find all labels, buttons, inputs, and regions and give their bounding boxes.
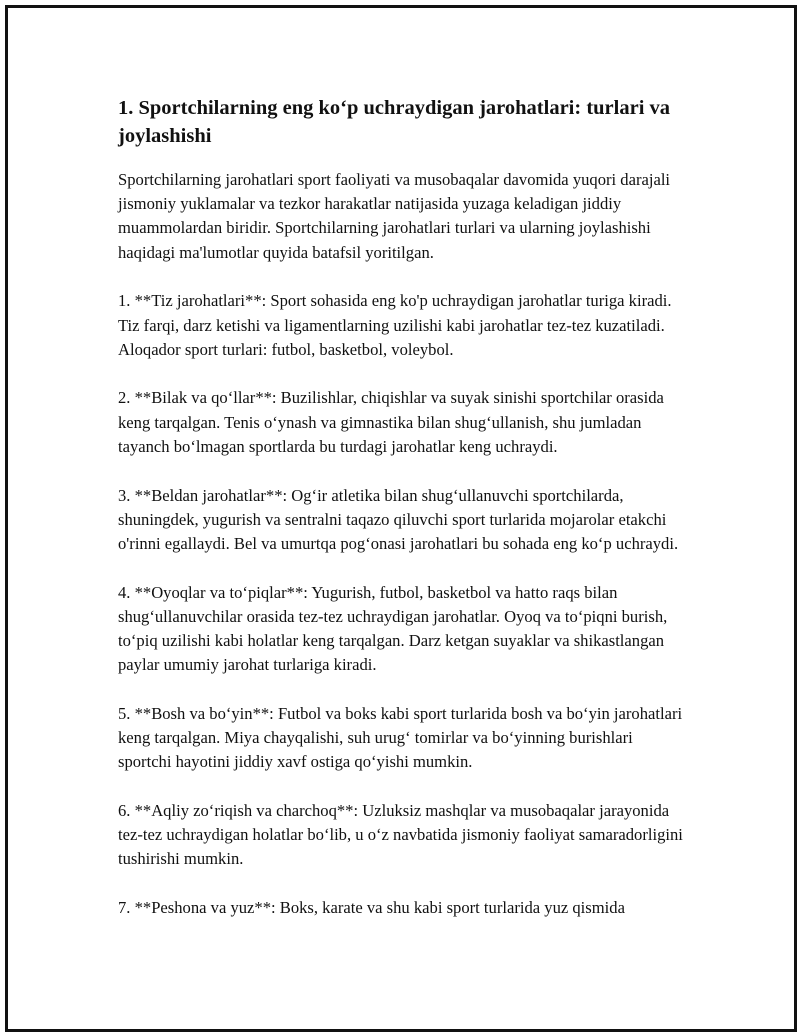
intro-paragraph: Sportchilarning jarohatlari sport faoliyati va musobaqalar davomida yuqori darajali jismoniy yuklamalar va tezkor harakatlar natijasida yuzaga keladigan jiddiy muammolardan biridir. Sportchilarning jarohatlari turlari va ularning joylashishi haqidagi ma'lumotlar quyida batafsil yoritilgan.: [118, 170, 671, 262]
paragraph-forehead-face: 7. **Peshona va yuz**: Boks, karate va shu kabi sport turlarida yuz qismida: [118, 898, 625, 918]
paragraph-knee-injuries: 1. **Tiz jarohatlari**: Sport sohasida eng ko'p uchraydigan jarohatlar turiga kiradi. Tiz farqi, darz ketishi va ligamentlarning uzilishi kabi jarohatlar tez-tez kuzatiladi. Aloqador sport turlari: futbol, basketbol, voleybol.: [118, 291, 672, 359]
document-title: 1. Sportchilarning eng ko‘p uchraydigan jarohatlari: turlari va joylashishi: [118, 97, 671, 147]
paragraph-back-injuries: 3. **Beldan jarohatlar**: Og‘ir atletika bilan shug‘ullanuvchi sportchilarda, shuningdek, yugurish va sentralni taqazo qiluvchi sport turlarida mojarolar etakchi o'rinni egallaydi. Bel va umurtqa pog‘onasi jarohatlari bu sohada eng ko‘p uchraydi.: [118, 485, 679, 553]
paragraph-head-neck: 5. **Bosh va bo‘yin**: Futbol va boks kabi sport turlarida bosh va bo‘yin jarohatlari keng tarqalgan. Miya chayqalishi, suh urug‘ tomirlar va bo‘yinning burishlari sportchi hayotini jiddiy xavf ostiga qo‘yishi mumkin.: [118, 703, 683, 772]
paragraph-feet-ankles: 4. **Oyoqlar va to‘piqlar**: Yugurish, futbol, basketbol va hatto raqs bilan shug‘ullanuvchilar orasida tez-tez uchraydigan jarohatlar. Oyoq va to‘piqni burish, to‘piq uzilishi kabi holatlar keng tarqalgan. Darz ketgan suyaklar va shikastlangan paylar umumiy jarohat turlariga kiradi.: [118, 582, 668, 675]
paragraph-mental-fatigue: 6. **Aqliy zo‘riqish va charchoq**: Uzluksiz mashqlar va musobaqalar jarayonida tez-tez uchraydigan holatlar bo‘lib, u o‘z navbatida jismoniy faoliyat samaradorligini tushirishi mumkin.: [118, 801, 683, 869]
document-body: [118, 94, 688, 945]
paragraph-wrist-hand: 2. **Bilak va qo‘llar**: Buzilishlar, chiqishlar va suyak sinishi sportchilar orasida keng tarqalgan. Tenis o‘ynash va gimnastika bilan shug‘ullanish, shu jumladan tayanch bo‘lmagan sportlarda bu turdagi jarohatlar keng uchraydi.: [118, 388, 664, 456]
